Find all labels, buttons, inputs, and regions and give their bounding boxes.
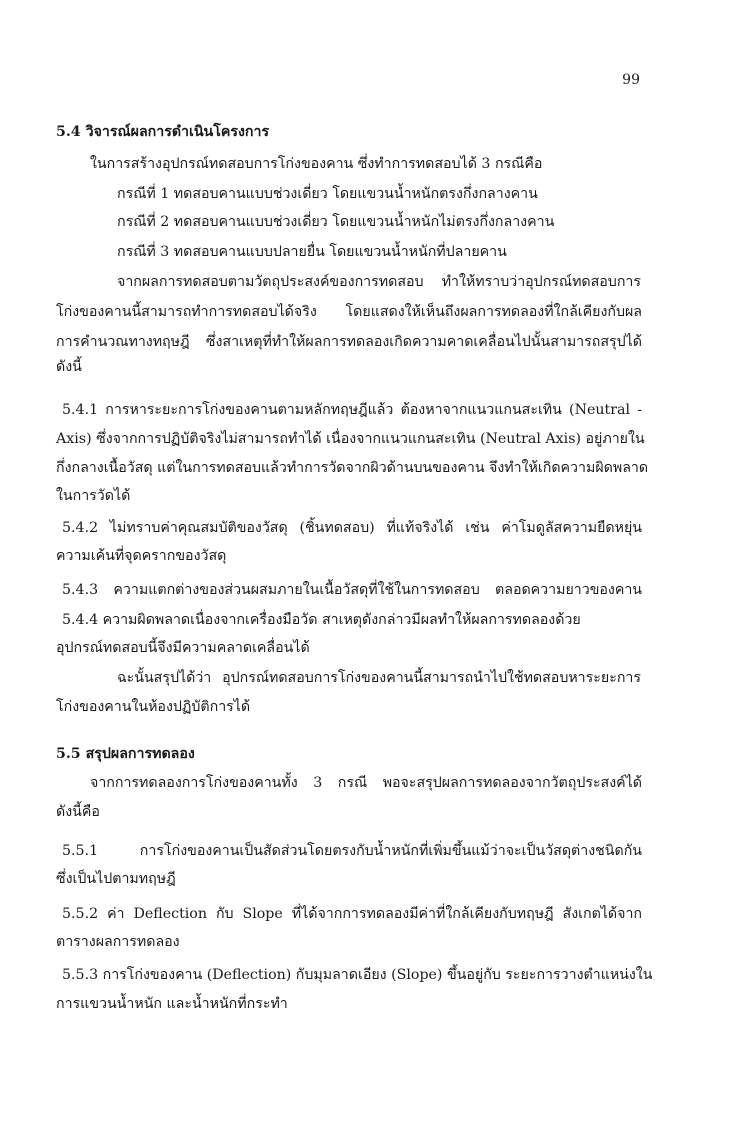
item-5-4-2-line: ความเค้นที่จุดครากของวัสดุ (56, 548, 227, 564)
case-3: กรณีที่ 3 ทดสอบคานแบบปลายยื่น โดยแขวนน้ำหนักที่ปลายคาน (117, 244, 507, 260)
item-5-5-3-line: 5.5.3 การโก่งของคาน (Deflection) กับมุมลาดเอียง (Slope) ขึ้นอยู่กับ ระยะการวางตำแหน่งใน (62, 967, 653, 983)
item-5-4-4-line: อุปกรณ์ทดสอบนี้จึงมีความคลาดเคลื่อนได้ (56, 640, 310, 656)
item-5-4-1-line: Axis) ซึ่งจากการปฏิบัติจริงไม่สามารถทำได้ เนื่องจากแนวแกนสะเทิน (Neutral Axis) อยู่ภายใน (56, 431, 645, 447)
case-1: กรณีที่ 1 ทดสอบคานแบบช่วงเดี่ยว โดยแขวนน้ำหนักตรงกึ่งกลางคาน (117, 186, 538, 202)
page-number: 99 (622, 72, 640, 88)
item-5-4-4-line: 5.4.4 ความผิดพลาดเนื่องจากเครื่องมือวัด สาเหตุดังกล่าวมีผลทำให้ผลการทดลองด้วย (62, 612, 581, 628)
paragraph-line: การคำนวณทางทฤษฎี ซึ่งสาเหตุที่ทำให้ผลการทดลองเกิดความคาดเคลื่อนไปนั้นสามารถสรุปได้ (56, 334, 642, 350)
paragraph-line: โก่งของคานนี้สามารถทำการทดสอบได้จริง โดยแสดงให้เห็นถึงผลการทดลองที่ใกล้เคียงกับผล (56, 304, 642, 320)
item-5-5-1-line: 5.5.1 การโก่งของคานเป็นสัดส่วนโดยตรงกับน้ำหนักที่เพิ่มขึ้นแม้ว่าจะเป็นวัสดุต่างชนิดกัน (62, 843, 642, 859)
conclusion-line: โก่งของคานในห้องปฏิบัติการได้ (56, 699, 251, 715)
item-5-4-1-line: 5.4.1 การหาระยะการโก่งของคานตามหลักทฤษฎีแล้ว ต้องหาจากแนวแกนสะเทิน (Neutral - (62, 402, 642, 418)
item-5-4-3: 5.4.3 ความแตกต่างของส่วนผสมภายในเนื้อวัสดุที่ใช้ในการทดสอบ ตลอดความยาวของคาน (62, 582, 642, 598)
section-5-5-intro-line: ดังนี้คือ (56, 804, 100, 820)
item-5-5-2-line: 5.5.2 ค่า Deflection กับ Slope ที่ได้จากการทดลองมีค่าที่ใกล้เคียงกับทฤษฎี สังเกตได้จาก (62, 906, 642, 922)
paragraph-line: จากผลการทดสอบตามวัตถุประสงค์ของการทดสอบ ทำให้ทราบว่าอุปกรณ์ทดสอบการ (117, 274, 641, 290)
item-5-5-3-line: การแขวนน้ำหนัก และน้ำหนักที่กระทำ (56, 996, 288, 1012)
section-5-4-heading: 5.4 วิจารณ์ผลการดำเนินโครงการ (56, 124, 270, 140)
section-5-5-intro-line: จากการทดลองการโก่งของคานทั้ง 3 กรณี พอจะสรุปผลการทดลองจากวัตถุประสงค์ได้ (90, 775, 642, 791)
item-5-4-1-line: กึ่งกลางเนื้อวัสดุ แต่ในการทดสอบแล้วทำการวัดจากผิวด้านบนของคาน จึงทำให้เกิดความผิดพลาด (56, 460, 649, 476)
item-5-4-1-line: ในการวัดได้ (56, 488, 131, 504)
section-5-5-heading: 5.5 สรุปผลการทดลอง (56, 746, 195, 762)
paragraph-line: ดังนี้ (56, 359, 82, 375)
conclusion-line: ฉะนั้นสรุปได้ว่า อุปกรณ์ทดสอบการโก่งของคานนี้สามารถนำไปใช้ทดสอบหาระยะการ (117, 670, 641, 686)
item-5-5-2-line: ตารางผลการทดลอง (56, 934, 180, 950)
section-5-4-intro: ในการสร้างอุปกรณ์ทดสอบการโก่งของคาน ซึ่งทำการทดสอบได้ 3 กรณีคือ (90, 156, 543, 172)
item-5-4-2-line: 5.4.2 ไม่ทราบค่าคุณสมบัติของวัสดุ (ชิ้นทดสอบ) ที่แท้จริงได้ เช่น ค่าโมดูลัสความยืดหยุ่น (62, 520, 642, 536)
item-5-5-1-line: ซึ่งเป็นไปตามทฤษฎี (56, 871, 176, 887)
case-2: กรณีที่ 2 ทดสอบคานแบบช่วงเดี่ยว โดยแขวนน้ำหนักไม่ตรงกึ่งกลางคาน (117, 214, 555, 230)
